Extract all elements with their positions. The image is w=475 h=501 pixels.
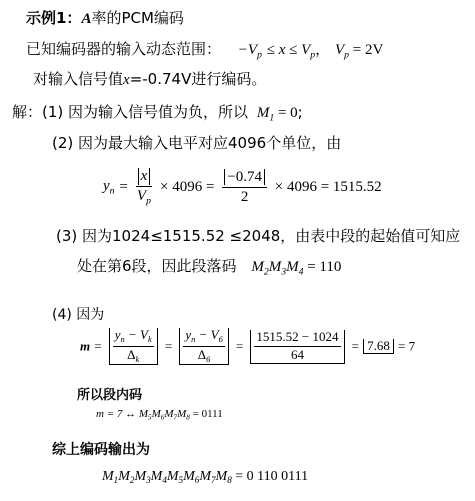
range-math-3: $V_p = 2V$ xyxy=(334,42,384,61)
step-1 xyxy=(12,102,303,128)
m-eq: = xyxy=(94,338,102,354)
task-line xyxy=(33,69,266,90)
step-4-sub-equation: m = 7 ↔ $M_5M_6M_7M_8 = 0111$ xyxy=(96,408,223,422)
floor-general: $\frac{y_n - V_k}{\Delta_k}$ xyxy=(109,328,158,365)
range-line xyxy=(26,39,383,65)
times-4096: × 4096 = xyxy=(160,178,215,195)
task-var: x xyxy=(123,72,130,88)
floor-numeric: $\frac{1515.52 - 1024}{64}$ xyxy=(250,330,344,364)
step-3-line-2 xyxy=(77,256,341,282)
step-4-label: (4) 因为 xyxy=(52,307,105,323)
segment-code: $M_2M_3M_4 = 110$ xyxy=(251,259,342,278)
fraction-value: $\frac{-0.74}{2}$ xyxy=(222,169,267,207)
m-lhs: m xyxy=(80,338,91,354)
summary-equation: $M_1M_2M_3M_4M_5M_6M_7M_8 = 0$ 110 0111 xyxy=(102,469,309,486)
yn-lhs: $y_n$ xyxy=(103,178,115,197)
range-math-2: ≤ $x \le V_p$ xyxy=(266,42,316,61)
fraction-abs-x: $\frac{x}{V_p}$ xyxy=(136,168,151,207)
step-2-text: (2) 因为最大输入电平对应4096个单位，由 xyxy=(52,134,342,152)
step-3-line-1: (3) 因为1024≤1515.52 ≤2048，由表中段的起始值可知应 xyxy=(56,227,461,245)
step-2-equation xyxy=(103,168,382,207)
step-4-sublabel: 所以段内码 xyxy=(77,388,143,403)
step-3-text: 处在第6段，因此段落码 xyxy=(77,257,237,275)
solution-prefix: 解： xyxy=(12,103,43,121)
step-1-text: (1) 因为输入信号值为负，所以 xyxy=(42,103,249,121)
range-comma: ， xyxy=(315,40,331,58)
step-1-math: $M_1 = 0$ xyxy=(256,105,298,124)
eq-sign: = xyxy=(119,178,128,195)
step-4-equation: m = $\frac{y_n - V_k}{\Delta_k}$ = $\frac{y_n - V_6}{\Delta_6}$ = $\frac{1515.52 - 1024}{64}$ = 7.68 = 7 xyxy=(80,327,416,364)
range-math-1: $-V_p$ xyxy=(237,42,262,61)
step-1-end: ; xyxy=(297,103,303,121)
m-result: = 7 xyxy=(398,338,416,354)
title-rest: 率的PCM编码 xyxy=(91,9,184,27)
title-var: A xyxy=(81,11,92,27)
summary-label: 综上编码输出为 xyxy=(52,442,150,458)
example-label: 示例1： xyxy=(26,9,82,27)
step-2-result: × 4096 = 1515.52 xyxy=(274,178,382,195)
task-pre: 对输入信号值 xyxy=(33,70,124,88)
range-text: 已知编码器的输入动态范围： xyxy=(26,40,222,58)
example-title xyxy=(26,8,184,29)
floor-result: 7.68 xyxy=(363,339,394,354)
floor-segment-6: $\frac{y_n - V_6}{\Delta_6}$ xyxy=(179,328,228,365)
task-rest: =-0.74V进行编码。 xyxy=(129,70,267,88)
